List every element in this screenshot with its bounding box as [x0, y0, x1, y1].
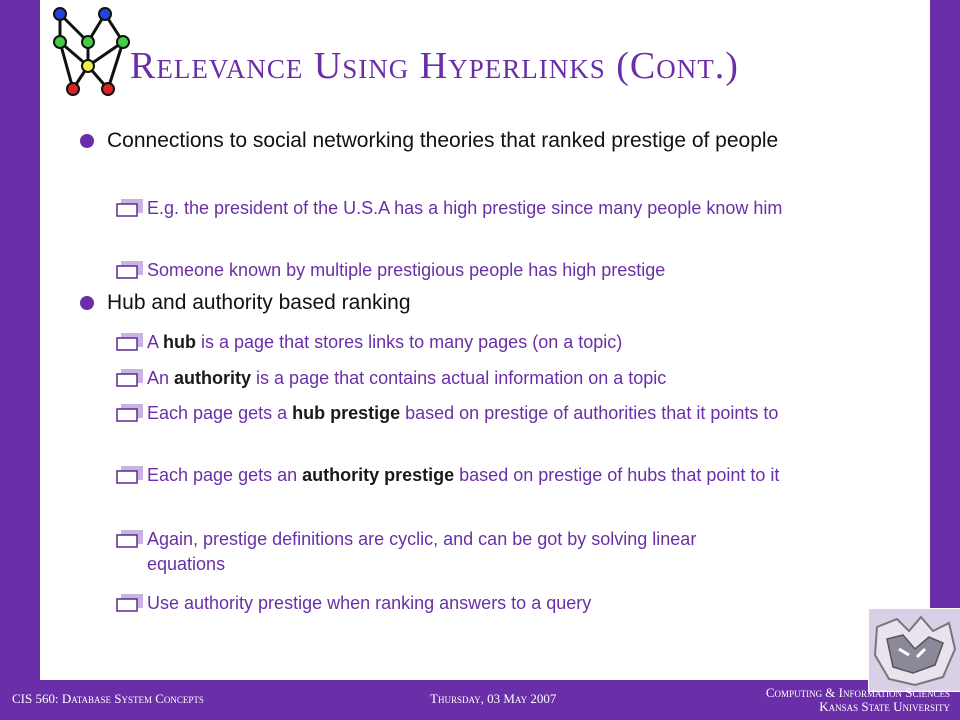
- sub-bullet-icon: [116, 591, 146, 613]
- sub-bullet-text: Each page gets an authority prestige based on prestige of hubs that point to it: [147, 465, 780, 485]
- sub-bullet-icon: [116, 330, 146, 352]
- bullet-dot-icon: [80, 134, 94, 148]
- bullet-dot-icon: [80, 296, 94, 310]
- term-hub: hub: [163, 332, 197, 352]
- bullet-text: Hub and authority based ranking: [107, 291, 411, 314]
- sub-bullet-text: Each page gets a hub prestige based on prestige of authorities that it points to: [147, 403, 779, 423]
- footer-date: Thursday, 03 May 2007: [430, 691, 557, 706]
- graph-nodes-logo-icon: [38, 2, 138, 98]
- footer-dept-line2: Kansas State University: [819, 699, 950, 714]
- slide-frame-left: [0, 0, 40, 720]
- sub-bullet-text: Again, prestige definitions are cyclic, and can be got by solving linear equations: [147, 529, 697, 574]
- sub-bullet-icon: [116, 366, 146, 388]
- sub-bullet-text: Someone known by multiple prestigious people has high prestige: [147, 260, 666, 280]
- term-authority-prestige: authority prestige: [302, 465, 455, 485]
- sub-bullet-icon: [116, 401, 146, 423]
- sub-bullet-icon: [116, 463, 146, 485]
- sub-bullet-text: E.g. the president of the U.S.A has a high prestige since many people know him: [147, 198, 783, 218]
- kstate-wildcat-logo-icon: [868, 608, 960, 692]
- sub-bullet-text: Use authority prestige when ranking answers to a query: [147, 593, 592, 613]
- sub-bullet-icon: [116, 258, 146, 280]
- bullet-text: Connections to social networking theories that ranked prestige of people: [107, 129, 779, 152]
- sub-bullet-icon: [116, 527, 146, 549]
- term-hub-prestige: hub prestige: [292, 403, 401, 423]
- footer-dept-line1: Computing & Information Sciences: [765, 685, 950, 700]
- footer-department: [766, 686, 950, 714]
- footer-course: CIS 560: Database System Concepts: [12, 691, 204, 706]
- sub-bullet-text: A hub is a page that stores links to many pages (on a topic): [147, 332, 623, 352]
- slide-title: Relevance Using Hyperlinks (Cont.): [130, 45, 739, 87]
- sub-bullet-text: An authority is a page that contains actual information on a topic: [147, 368, 667, 388]
- sub-bullet-icon: [116, 196, 146, 218]
- term-authority: authority: [174, 368, 252, 388]
